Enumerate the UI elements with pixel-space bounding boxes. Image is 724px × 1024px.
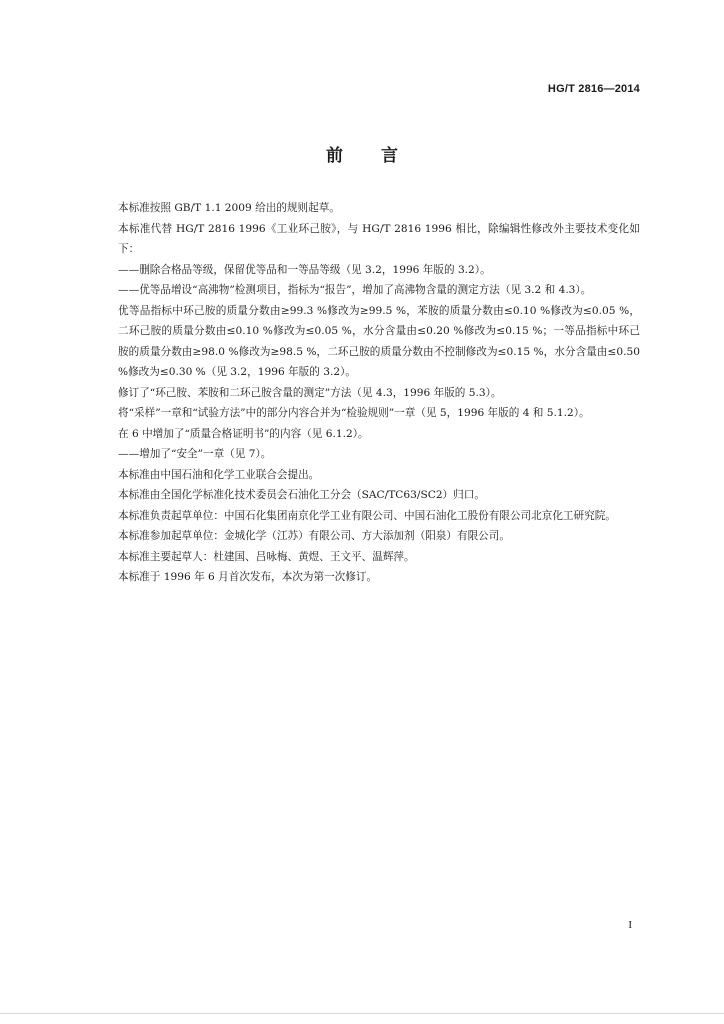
- bottom-divider: [0, 1013, 724, 1014]
- paragraph-release-history: 本标准于 1996 年 6 月首次发布，本次为第一次修订。: [118, 571, 378, 583]
- list-item-grade-removal: ——删除合格品等级，保留优等品和一等品等级（见 3.2，1996 年版的 3.2）。: [118, 263, 491, 276]
- paragraph-main-drafters: 本标准主要起草人：杜建国、吕咏梅、黄煜、王文平、温辉萍。: [118, 550, 415, 563]
- foreword-body: [118, 198, 640, 588]
- page-number: I: [628, 919, 632, 931]
- paragraph-participating-orgs: 本标准参加起草单位：金城化学（江苏）有限公司、方大添加剂（阳泉）有限公司。: [118, 530, 510, 542]
- list-subitem-method-revision: 修订了“环己胺、苯胺和二环己胺含量的测定”方法（见 4.3，1996 年版的 5.3）。: [118, 386, 502, 399]
- paragraph-proposed-by: 本标准由中国石油和化学工业联合会提出。: [118, 468, 320, 481]
- paragraph-centralized-by: 本标准由全国化学标准化技术委员会石油化工分会（SAC/TC63/SC2）归口。: [118, 489, 485, 501]
- paragraph-main-drafters-org: 本标准负责起草单位：中国石化集团南京化学工业有限公司、中国石油化工股份有限公司北京化工研究院。: [118, 509, 616, 522]
- list-subitem-indicator-changes: 优等品指标中环己胺的质量分数由≥99.3 %修改为≥99.5 %，苯胺的质量分数由≤0.10 %修改为≤0.05 %，二环己胺的质量分数由≤0.10 %修改为≤0.05 %，水分含量由≤0.20 %修改为≤0.15 %；一等品指标中环己胺的质量分数由≥98.0 %修改为≥98.5 %，二环己胺的质量分数由不控制修改为≤0.15 %，水分含量由≤0.50 %修改为≤0.30 %（见 3.2，1996 年版的 3.2）。: [118, 304, 640, 378]
- list-item-safety-chapter: ——增加了“安全”一章（见 7）。: [118, 448, 272, 460]
- standard-code: HG/T 2816—2014: [547, 83, 640, 95]
- list-subitem-chapter-merge: 将“采样”一章和“试验方法”中的部分内容合并为“检验规则”一章（见 5，1996 年版的 4 和 5.1.2）。: [118, 407, 590, 419]
- paragraph-replacement: 本标准代替 HG/T 2816 1996《工业环己胺》，与 HG/T 2816 1996 相比，除编辑性修改外主要技术变化如下：: [118, 222, 640, 255]
- page-title: 前言: [326, 146, 436, 166]
- list-subitem-certificate: 在 6 中增加了“质量合格证明书”的内容（见 6.1.2）。: [118, 427, 369, 440]
- paragraph-drafting-rules: 本标准按照 GB/T 1.1 2009 给出的规则起草。: [118, 202, 340, 214]
- list-item-high-boilers: ——优等品增设“高沸物”检测项目，指标为“报告”，增加了高沸物含量的测定方法（见 3.2 和 4.3）。: [118, 284, 592, 296]
